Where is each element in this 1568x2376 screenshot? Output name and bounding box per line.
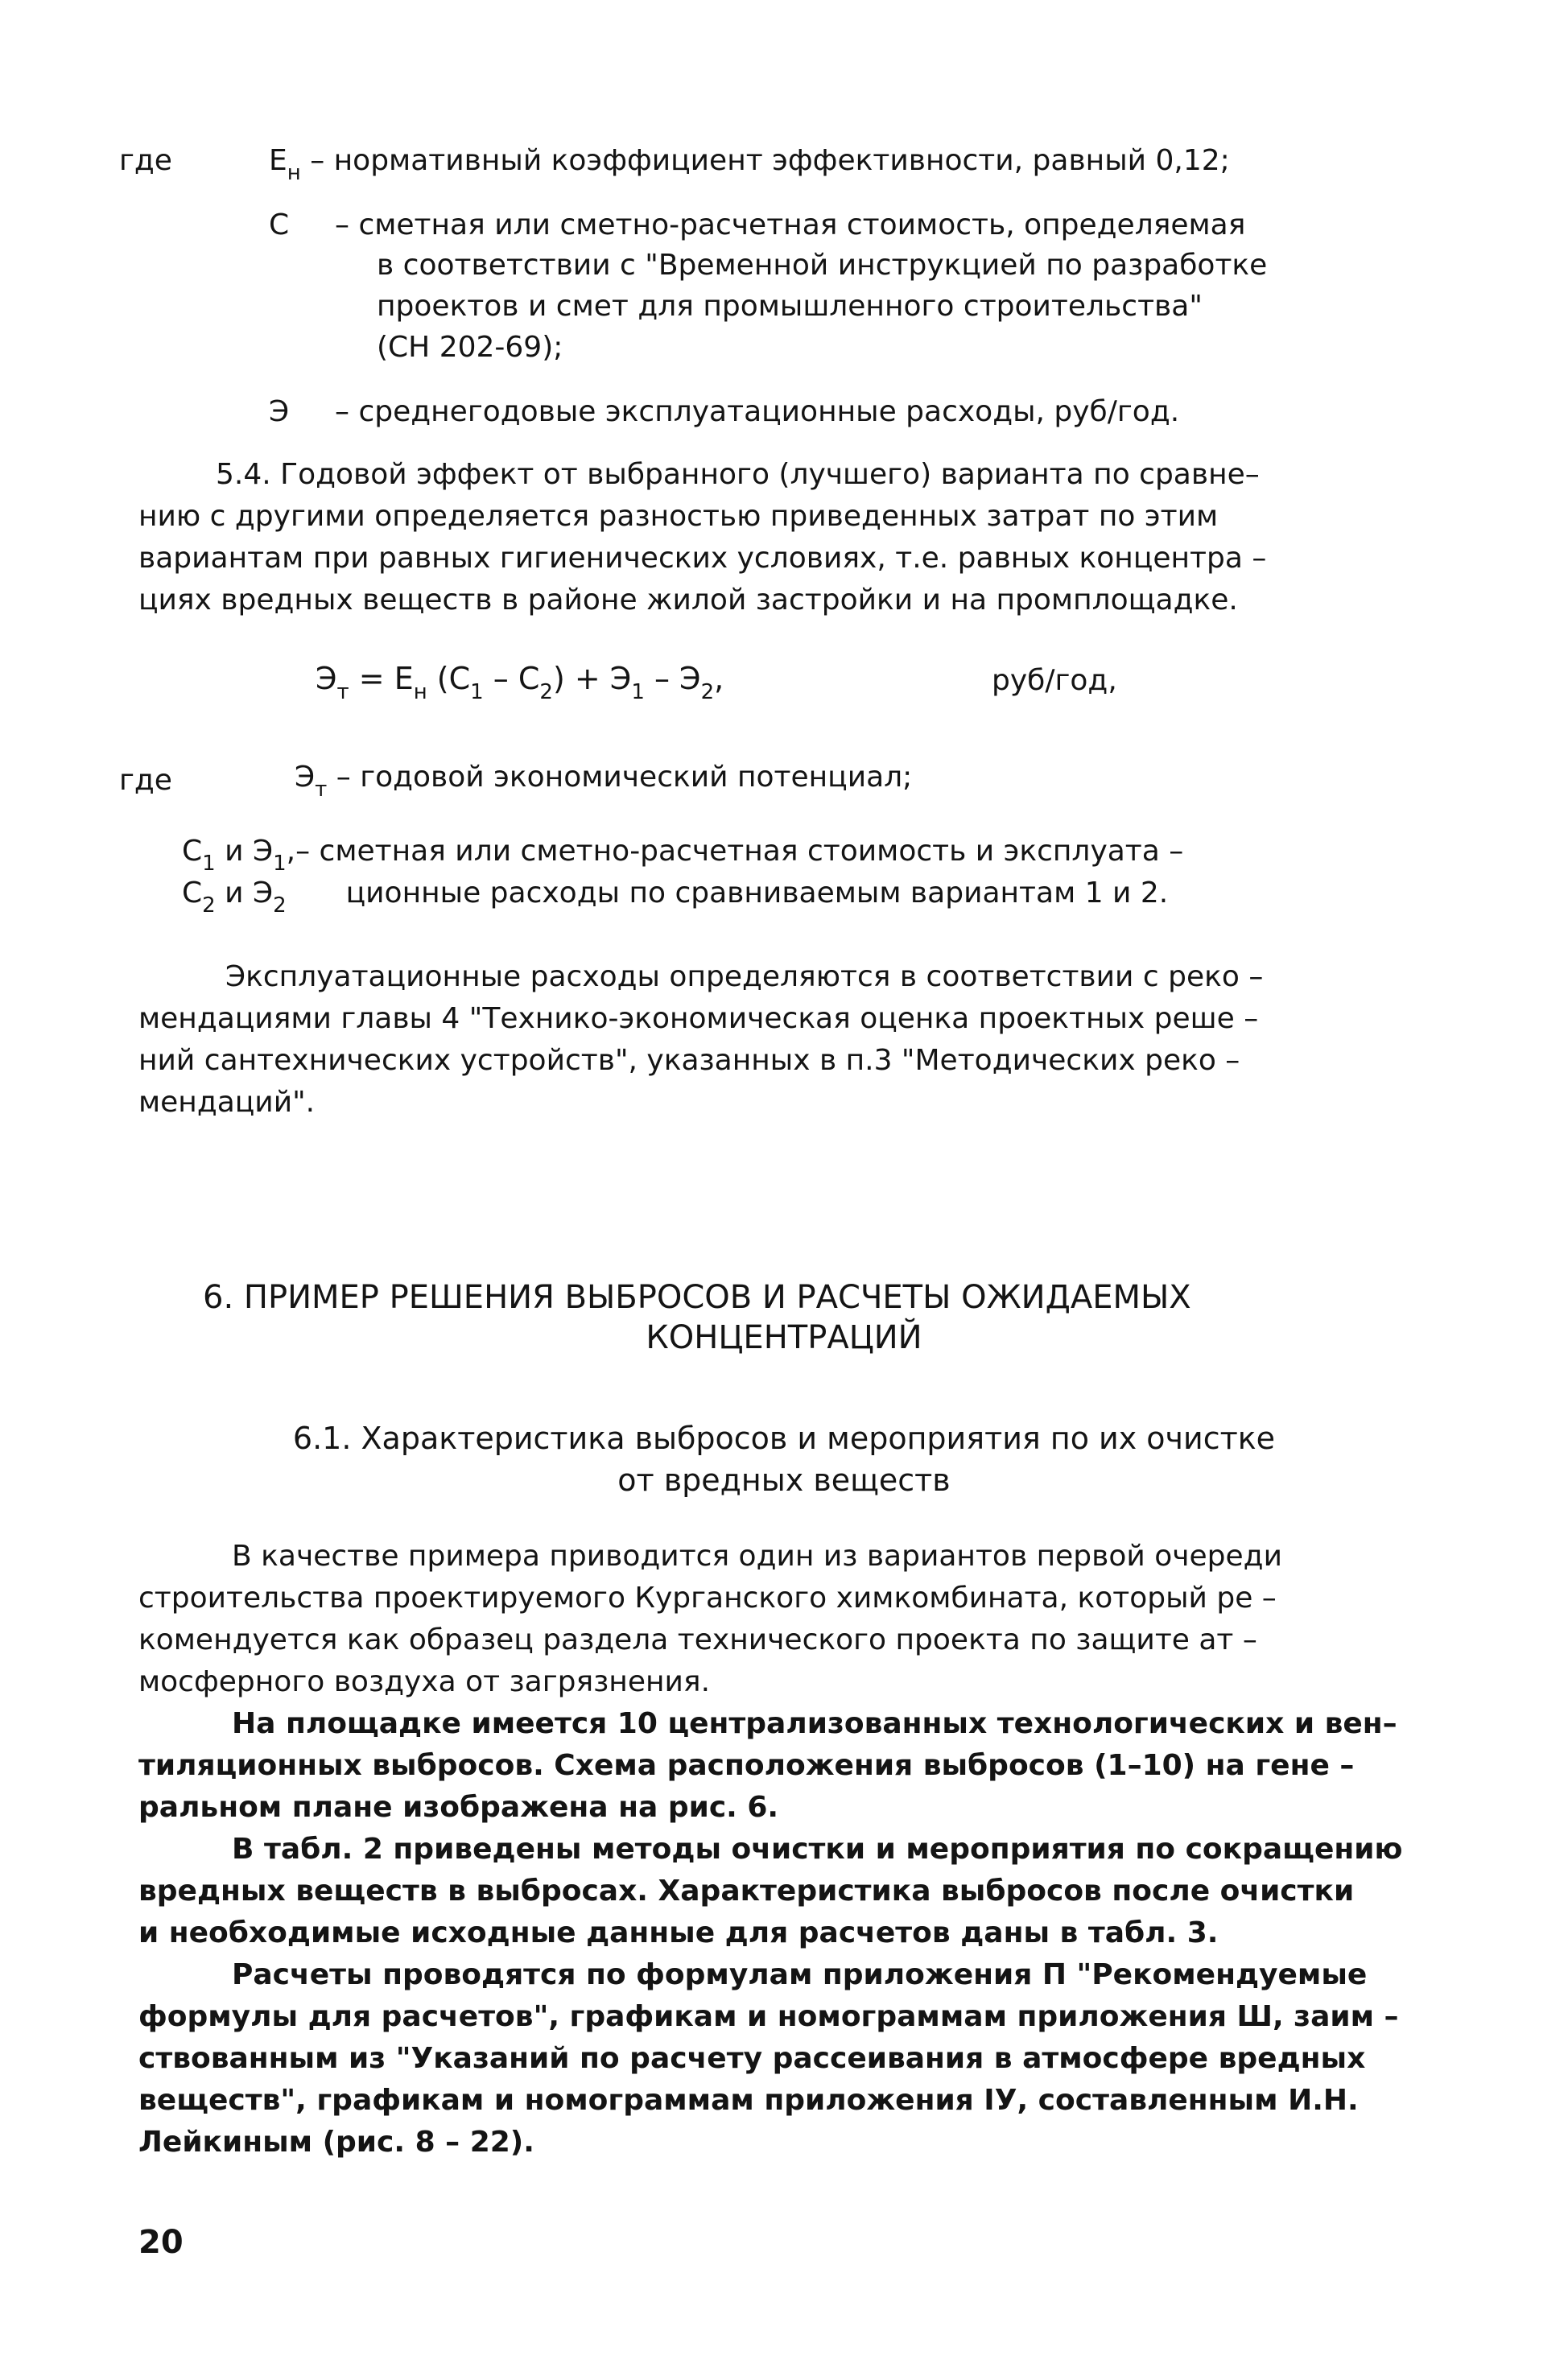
para-ops-line-4: мендаций". xyxy=(138,1086,316,1119)
c1-e1-text: ,– сметная или сметно-расчетная стоимость и эксплуата – xyxy=(286,835,1184,868)
c-definition-line-3: проектов и смет для промышленного строительства" xyxy=(377,290,1203,323)
p4-line-5: Лейкиным (рис. 8 – 22). xyxy=(138,2126,534,2159)
c1-and-e: и Э xyxy=(215,835,274,868)
page-number: 20 xyxy=(138,2224,184,2261)
p4-line-1: Расчеты проводятся по формулам приложения П "Рекомендуемые xyxy=(232,1958,1368,1991)
en-text: – нормативный коэффициент эффективности, равный 0,12; xyxy=(310,144,1230,177)
formula-e: Э xyxy=(316,661,337,696)
et-definition xyxy=(295,763,912,800)
p3-line-3: и необходимые исходные данные для расчетов даны в табл. 3. xyxy=(138,1916,1219,1949)
formula-open: (С xyxy=(427,661,471,696)
section-6-1-heading-line-1: 6.1. Характеристика выбросов и мероприятия по их очистке xyxy=(292,1421,1276,1456)
formula-sub-2: 2 xyxy=(539,680,553,704)
para-ops-line-2: мендациями главы 4 "Технико-экономическая оценка проектных реше – xyxy=(138,1002,1259,1035)
c2-and-e: и Э xyxy=(215,877,274,910)
formula-sub-1: 1 xyxy=(470,680,484,704)
section-6-1-heading-line-2: от вредных веществ xyxy=(617,1462,951,1498)
p1-line-2: строительства проектируемого Курганского химкомбината, который ре – xyxy=(138,1582,1277,1615)
p4-line-2: формулы для расчетов", графикам и номограммам приложения Ш, заим – xyxy=(138,2000,1399,2033)
c2-e2-text: ционные расходы по сравниваемым вариантам 1 и 2. xyxy=(345,877,1169,910)
p4-line-4: веществ", графикам и номограммам приложения IУ, составленным И.Н. xyxy=(138,2084,1359,2117)
formula-minus: – С xyxy=(483,661,540,696)
c1-e1-definition xyxy=(182,837,1183,874)
p3-line-1: В табл. 2 приведены методы очистки и мероприятия по сокращению xyxy=(232,1833,1403,1866)
c-symbol: С xyxy=(269,208,290,241)
formula-eq: = xyxy=(349,661,394,696)
para-5-4-line-3: вариантам при равных гигиенических условиях, т.е. равных концентра – xyxy=(138,542,1267,575)
formula-comma: , xyxy=(714,661,724,696)
en-definition xyxy=(269,146,1230,184)
c2-subscript: 2 xyxy=(202,893,216,918)
section-6-heading-line-2: КОНЦЕНТРАЦИЙ xyxy=(646,1319,922,1356)
formula-close: ) + Э xyxy=(552,661,632,696)
formula-sub-n: н xyxy=(413,680,427,704)
et-subscript: т xyxy=(315,778,328,802)
e1-subscript: 1 xyxy=(273,852,287,876)
formula-minus-2: – Э xyxy=(644,661,701,696)
c2-symbol: С xyxy=(182,877,203,910)
c1-symbol: С xyxy=(182,835,203,868)
formula-sub-t: т xyxy=(336,680,349,704)
et-text: – годовой экономический потенциал; xyxy=(336,761,913,794)
p2-line-1: На площадке имеется 10 централизованных технологических и вен– xyxy=(232,1707,1397,1740)
p4-line-3: ствованным из "Указаний по расчету рассеивания в атмосфере вредных xyxy=(138,2042,1366,2075)
e-definition: – среднегодовые эксплуатационные расходы, руб/год. xyxy=(335,395,1180,428)
where-label-1: где xyxy=(119,144,172,177)
section-6-heading-line-1: 6. ПРИМЕР РЕШЕНИЯ ВЫБРОСОВ И РАСЧЕТЫ ОЖИДАЕМЫХ xyxy=(203,1279,1191,1316)
p1-line-4: мосферного воздуха от загрязнения. xyxy=(138,1665,711,1698)
formula-sub-1b: 1 xyxy=(631,680,645,704)
para-ops-line-1: Эксплуатационные расходы определяются в соответствии с реко – xyxy=(225,960,1264,993)
c-definition-line-2: в соответствии с "Временной инструкцией по разработке xyxy=(377,249,1268,282)
e-symbol: Э xyxy=(269,395,290,428)
para-5-4-line-2: нию с другими определяется разностью приведенных затрат по этим xyxy=(138,500,1219,533)
p1-line-3: комендуется как образец раздела технического проекта по защите ат – xyxy=(138,1623,1257,1656)
para-5-4-line-1: 5.4. Годовой эффект от выбранного (лучшего) варианта по сравне– xyxy=(216,458,1260,491)
c-definition-line-4: (СН 202-69); xyxy=(377,331,563,364)
where-label-2: где xyxy=(119,764,172,797)
e2-subscript: 2 xyxy=(273,893,287,918)
p1-line-1: В качестве примера приводится один из вариантов первой очереди xyxy=(232,1540,1282,1573)
c2-e2-definition xyxy=(182,879,1168,916)
et-symbol: Э xyxy=(295,761,316,794)
para-ops-line-3: ний сантехнических устройств", указанных в п.3 "Методических реко – xyxy=(138,1044,1240,1077)
p3-line-2: вредных веществ в выбросах. Характеристика выбросов после очистки xyxy=(138,1875,1355,1908)
p2-line-2: тиляционных выбросов. Схема расположения выбросов (1–10) на гене – xyxy=(138,1749,1355,1782)
en-subscript: н xyxy=(287,161,301,185)
c1-subscript: 1 xyxy=(202,852,216,876)
en-symbol: Е xyxy=(269,144,287,177)
formula-annual-effect xyxy=(316,663,724,703)
para-5-4-line-4: циях вредных веществ в районе жилой застройки и на промплощадке. xyxy=(138,584,1238,617)
formula-unit: руб/год, xyxy=(992,664,1117,697)
c-definition-line-1: – сметная или сметно-расчетная стоимость, определяемая xyxy=(335,208,1246,241)
p2-line-3: ральном плане изображена на рис. 6. xyxy=(138,1791,779,1824)
formula-sub-2b: 2 xyxy=(700,680,715,704)
formula-en: Е xyxy=(394,661,414,696)
